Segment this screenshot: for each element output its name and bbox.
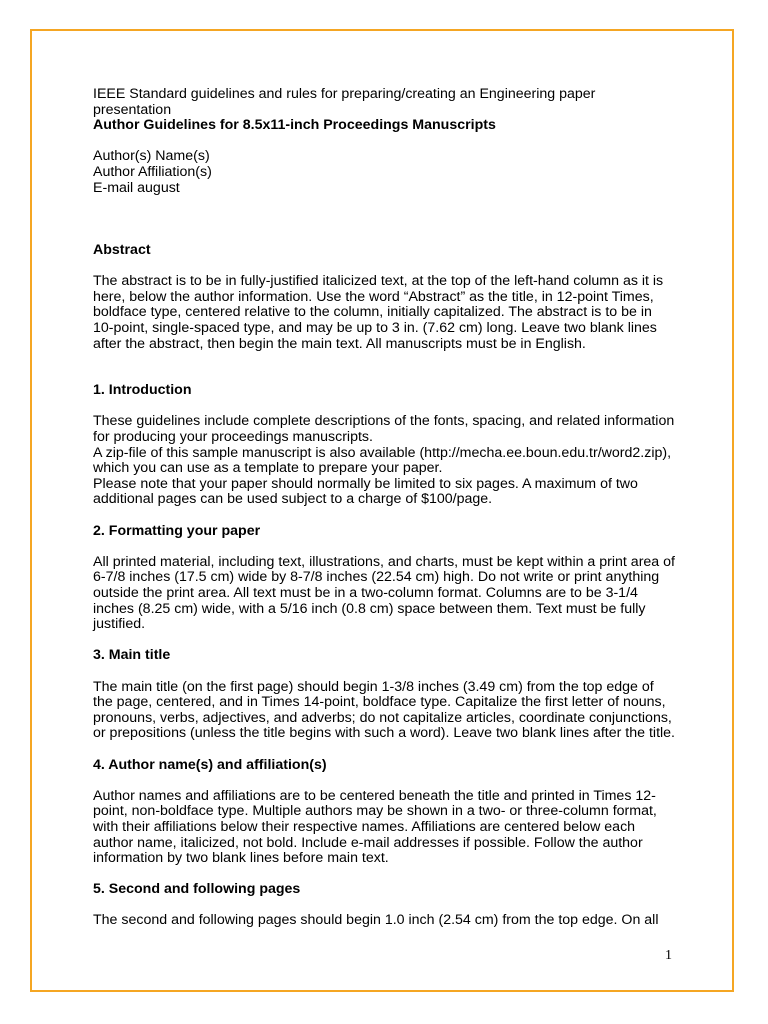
section-heading: 3. Main title	[93, 647, 171, 664]
text-line: outside the print area. All text must be in a two-column format. Columns are to be 3-1/4	[93, 585, 638, 602]
text-line: the page, centered, and in Times 14-point, boldface type. Capitalize the first letter of nouns,	[93, 694, 666, 711]
text-line: The second and following pages should begin 1.0 inch (2.54 cm) from the top edge. On all	[93, 912, 659, 929]
text-line: or prepositions (unless the title begins with such a word). Leave two blank lines after the title.	[93, 725, 675, 742]
text-line: for producing your proceedings manuscripts.	[93, 429, 373, 446]
text-line: A zip-file of this sample manuscript is also available (http://mecha.ee.boun.edu.tr/word2.zip),	[93, 444, 672, 461]
text-line: justified.	[93, 616, 146, 633]
author-affiliation: Author Affiliation(s)	[93, 163, 212, 180]
page-number: 1	[665, 948, 672, 963]
text-line: The main title (on the first page) should begin 1-3/8 inches (3.49 cm) from the top edge of	[93, 678, 654, 695]
text-line: which you can use as a template to prepare your paper.	[93, 460, 443, 477]
text-line: author name, italicized, not bold. Include e-mail addresses if possible. Follow the author	[93, 834, 643, 851]
section-heading: 5. Second and following pages	[93, 881, 301, 898]
document-body	[93, 87, 678, 929]
text-line: with their affiliations below their respective names. Affiliations are centered below each	[93, 818, 636, 835]
section-heading: 4. Author name(s) and affiliation(s)	[93, 756, 327, 773]
text-line: 10-point, single-spaced type, and may be up to 3 in. (7.62 cm) long. Leave two blank lines	[93, 319, 657, 336]
section-body	[93, 555, 678, 633]
author-name: Author(s) Name(s)	[93, 148, 210, 165]
text-line: point, non-boldface type. Multiple authors may be shown in a two- or three-column format,	[93, 803, 657, 820]
text-line: The abstract is to be in fully-justified italicized text, at the top of the left-hand column as it is	[93, 273, 664, 290]
text-line: All printed material, including text, illustrations, and charts, must be kept within a print area of	[93, 553, 675, 570]
text-line: information by two blank lines before main text.	[93, 850, 389, 867]
section-heading: 2. Formatting your paper	[93, 522, 261, 539]
text-line: pronouns, verbs, adjectives, and adverbs; do not capitalize articles, coordinate conjunctions,	[93, 709, 672, 726]
text-line: Author names and affiliations are to be centered beneath the title and printed in Times 12-	[93, 787, 656, 804]
abstract-body	[93, 274, 678, 352]
abstract-heading: Abstract	[93, 241, 151, 258]
text-line: Please note that your paper should normally be limited to six pages. A maximum of two	[93, 475, 638, 492]
header-line: IEEE Standard guidelines and rules for preparing/creating an Engineering paper	[93, 86, 596, 102]
section-body	[93, 913, 678, 929]
author-email: E-mail august	[93, 179, 180, 196]
section-body	[93, 414, 678, 508]
section-heading: 1. Introduction	[93, 382, 192, 399]
section-body	[93, 680, 678, 742]
text-line: 6-7/8 inches (17.5 cm) wide by 8-7/8 inches (22.54 cm) high. Do not write or print anything	[93, 569, 660, 586]
document-title: Author Guidelines for 8.5x11-inch Proceedings Manuscripts	[93, 117, 496, 134]
text-line: boldface type, centered relative to the column, initially capitalized. The abstract is to be in	[93, 304, 652, 321]
text-line: These guidelines include complete descriptions of the fonts, spacing, and related information	[93, 413, 675, 430]
text-line: additional pages can be used subject to a charge of $100/page.	[93, 491, 493, 508]
header-line: presentation	[93, 101, 172, 118]
text-line: here, below the author information. Use the word “Abstract” as the title, in 12-point Times,	[93, 288, 654, 305]
section-body	[93, 789, 678, 867]
text-line: after the abstract, then begin the main text. All manuscripts must be in English.	[93, 335, 586, 352]
text-line: inches (8.25 cm) wide, with a 5/16 inch (0.8 cm) space between them. Text must be fully	[93, 600, 646, 617]
